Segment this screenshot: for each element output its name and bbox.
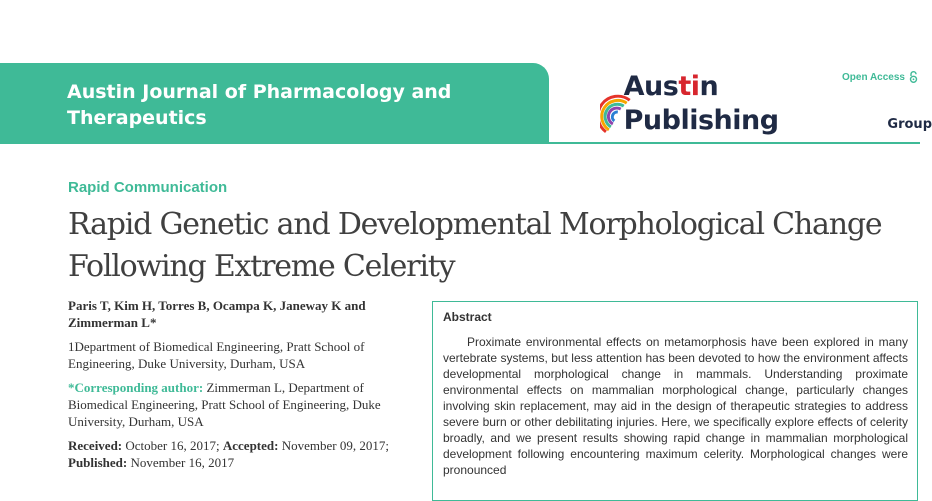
affiliation: 1Department of Biomedical Engineering, Pratt School of Engineering, Duke University, Durham, USA (68, 339, 365, 371)
published-date: November 16, 2017 (130, 455, 235, 470)
journal-title: Austin Journal of Pharmacology and Therapeutics (67, 81, 452, 129)
publisher-group: Group (887, 117, 932, 132)
received-label: Received: (68, 438, 123, 453)
author-list: Paris T, Kim H, Torres B, Ocampa K, Janeway K and Zimmerman L* (68, 298, 366, 330)
open-lock-icon (909, 71, 918, 83)
corresponding-author-label: *Corresponding author: (68, 380, 204, 395)
article-dates (68, 437, 408, 471)
article-title: Rapid Genetic and Developmental Morphological Change Following Extreme Celerity (68, 207, 882, 284)
published-label: Published: (68, 455, 128, 470)
open-access-label: Open Access (842, 71, 905, 83)
accepted-date: November 09, 2017; (281, 438, 389, 453)
author-info (68, 297, 408, 478)
header-divider (549, 142, 920, 144)
corresponding-author-text: Zimmerman L, Department of Biomedical Engineering, Pratt School of Engineering, Duke University, Durham, USA (68, 380, 381, 429)
corresponding-author (68, 379, 408, 430)
article-type: Rapid Communication (68, 179, 228, 196)
accepted-label: Accepted: (222, 438, 279, 453)
abstract-box (432, 301, 918, 501)
received-date: October 16, 2017; (125, 438, 220, 453)
abstract-text: Proximate environmental effects on metamorphosis have been explored in many vertebrate systems, but less attention has been devoted to how the environment affects developmental morphological change in mammals. Understanding proximate environmental effects on mammalian morphological change, particularly changes involving skin replacement, may aid in the design of therapeutic strategies to address severe burn or other debilitating injuries. Here, we specifically explore effects of celerity broadly, and we present results showing rapid change in mammalian morphological development following encountering maximum celerity. Morphological changes were pronounced (443, 335, 908, 477)
abstract-heading: Abstract (443, 310, 492, 324)
publisher-name: Austin Publishing (623, 71, 779, 136)
